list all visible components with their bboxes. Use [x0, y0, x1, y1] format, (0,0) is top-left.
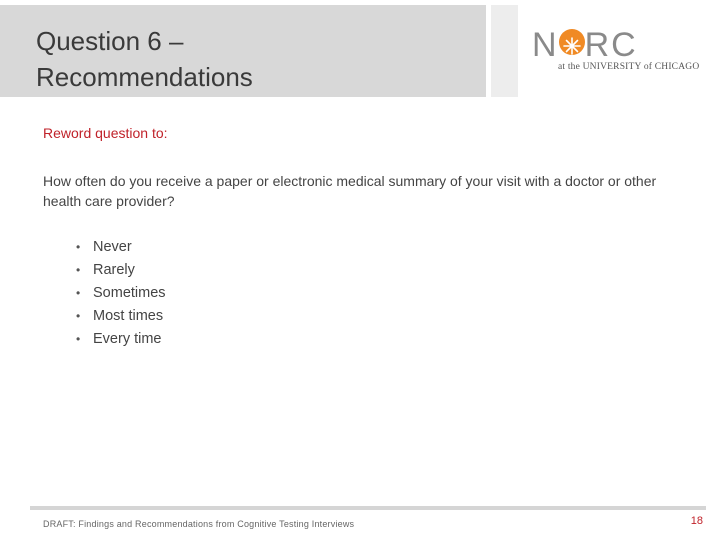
- response-options: [76, 236, 166, 351]
- option-label: Sometimes: [93, 285, 166, 301]
- bullet-icon: •: [76, 286, 81, 300]
- accent-strip: [491, 5, 518, 97]
- bullet-icon: •: [76, 309, 81, 323]
- logo-o-star-icon: [559, 29, 585, 55]
- list-item: [76, 305, 166, 328]
- logo-wordmark: N RC: [532, 26, 638, 64]
- slide-title: [36, 23, 253, 95]
- option-label: Every time: [93, 331, 162, 347]
- title-band: [0, 5, 486, 97]
- bullet-icon: •: [76, 240, 81, 254]
- norc-logo: [530, 26, 702, 76]
- slide-title-line-2: Recommendations: [36, 62, 253, 92]
- logo-tagline: at the UNIVERSITY of CHICAGO: [558, 62, 700, 72]
- list-item: [76, 328, 166, 351]
- option-label: Never: [93, 239, 132, 255]
- footer-text: DRAFT: Findings and Recommendations from Cognitive Testing Interviews: [43, 519, 355, 529]
- reword-label: Reword question to:: [43, 125, 168, 141]
- page-number: 18: [690, 515, 703, 527]
- option-label: Most times: [93, 308, 164, 324]
- question-text: How often do you receive a paper or electronic medical summary of your visit with a doctor or other health care provider?: [43, 173, 657, 209]
- slide-title-line-1: Question 6 –: [36, 26, 184, 56]
- list-item: [76, 282, 166, 305]
- bullet-icon: •: [76, 332, 81, 346]
- list-item: [76, 259, 166, 282]
- list-item: [76, 236, 166, 259]
- bullet-icon: •: [76, 263, 81, 277]
- option-label: Rarely: [93, 262, 135, 278]
- footer-divider: [30, 506, 706, 510]
